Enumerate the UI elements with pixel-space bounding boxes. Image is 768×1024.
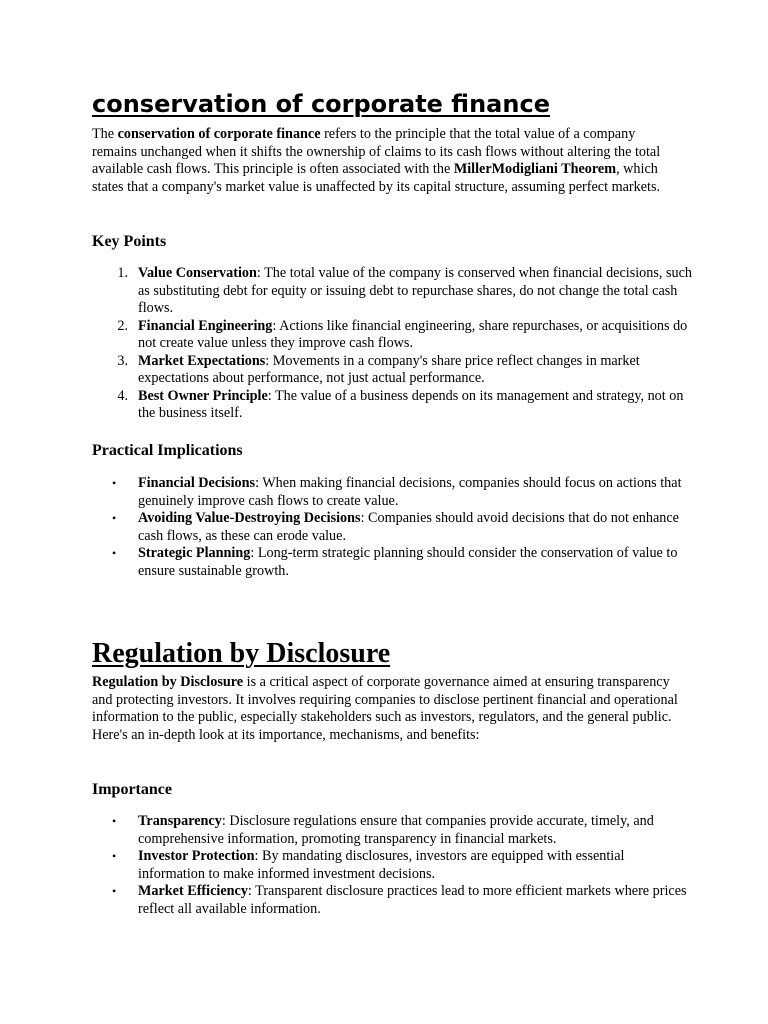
list-item-term: Financial Engineering xyxy=(138,317,273,334)
list-item-text: : Actions like financial engineering, share repurchases, or acquisitions do not create value unless they improve cash flows. xyxy=(138,317,688,351)
heading-key-points: Key Points xyxy=(92,233,167,250)
intro-paragraph-regulation xyxy=(92,674,682,744)
list-item-text: : Companies should avoid decisions that do not enhance cash flows, as these can erode value. xyxy=(138,510,679,544)
list-item-term: Market Efficiency xyxy=(138,883,248,899)
list-item-text: : Disclosure regulations ensure that companies provide accurate, timely, and comprehensive information, promoting transparency in financial markets. xyxy=(138,813,654,847)
intro-text: is a critical aspect of corporate governance aimed at ensuring transparency and protecting investors. It involves requiring companies to disclose pertinent financial and operational information to the public, especially stakeholders such as investors, regulators, and the general public. Here's an in-depth look at its importance, mechanisms, and benefits: xyxy=(92,674,678,743)
list-number: 2. xyxy=(117,317,128,334)
list-item-term: Transparency xyxy=(138,813,222,829)
list-item-text: : When making financial decisions, companies should focus on actions that genuinely improve cash flows to create value. xyxy=(138,475,682,509)
list-number: 4. xyxy=(117,387,128,404)
importance-list xyxy=(92,813,692,918)
list-item xyxy=(92,318,692,353)
intro-paragraph-conservation xyxy=(92,126,682,196)
bullet-icon: • xyxy=(112,476,117,490)
section-title-conservation: conservation of corporate finance xyxy=(92,90,550,118)
list-item-text: : The value of a business depends on its management and strategy, not on the business itself. xyxy=(138,387,684,421)
list-item-text: : Long-term strategic planning should consider the conservation of value to ensure sustainable growth. xyxy=(138,545,678,579)
bullet-icon: • xyxy=(112,884,117,898)
list-item-text: : Movements in a company's share price reflect changes in market expectations about performance, not just actual performance. xyxy=(138,352,640,386)
list-item-term: Investor Protection xyxy=(138,848,255,864)
intro-bold-term: MillerModigliani Theorem xyxy=(453,161,617,177)
section-title-regulation: Regulation by Disclosure xyxy=(92,638,391,669)
bullet-icon: • xyxy=(112,849,117,863)
list-item-text: : The total value of the company is conserved when financial decisions, such as substituting debt for equity or issuing debt to repurchase shares, do not change the total cash flows. xyxy=(138,265,692,316)
key-points-list xyxy=(92,265,692,423)
list-number: 3. xyxy=(117,352,128,369)
heading-practical-implications: Practical Implications xyxy=(92,442,243,459)
list-item xyxy=(92,475,692,510)
intro-text: The xyxy=(92,126,118,142)
list-item xyxy=(92,353,692,388)
bullet-icon: • xyxy=(112,814,117,828)
list-item-term: Financial Decisions xyxy=(138,475,256,491)
list-item-term: Avoiding Value-Destroying Decisions xyxy=(138,510,361,526)
list-item xyxy=(92,848,692,883)
list-item-text: : By mandating disclosures, investors are equipped with essential information to make informed investment decisions. xyxy=(138,848,625,882)
bullet-icon: • xyxy=(112,511,117,525)
practical-implications-list xyxy=(92,475,692,580)
intro-text: refers to the principle that the total value of a company remains unchanged when it shifts the ownership of claims to its cash flows without altering the total available cash flows. This principle is often associated with the xyxy=(92,126,661,177)
list-item-text: : Transparent disclosure practices lead to more efficient markets where prices reflect all available information. xyxy=(138,883,687,917)
list-item-term: Best Owner Principle xyxy=(138,387,268,404)
list-number: 1. xyxy=(117,265,128,281)
heading-importance: Importance xyxy=(92,781,172,798)
list-item xyxy=(92,813,692,848)
list-item-term: Market Expectations xyxy=(138,352,266,369)
list-item-term: Value Conservation xyxy=(138,265,257,281)
list-item xyxy=(92,388,692,423)
bullet-icon: • xyxy=(112,546,117,560)
list-item-term: Strategic Planning xyxy=(138,545,251,561)
list-item xyxy=(92,883,692,918)
intro-text: , which states that a company's market value is unaffected by its capital structure, assuming perfect markets. xyxy=(92,161,661,195)
intro-bold-term: Regulation by Disclosure xyxy=(92,674,244,690)
list-item xyxy=(92,265,692,318)
list-item xyxy=(92,510,692,545)
list-item xyxy=(92,545,692,580)
intro-bold-term: conservation of corporate finance xyxy=(117,126,321,142)
